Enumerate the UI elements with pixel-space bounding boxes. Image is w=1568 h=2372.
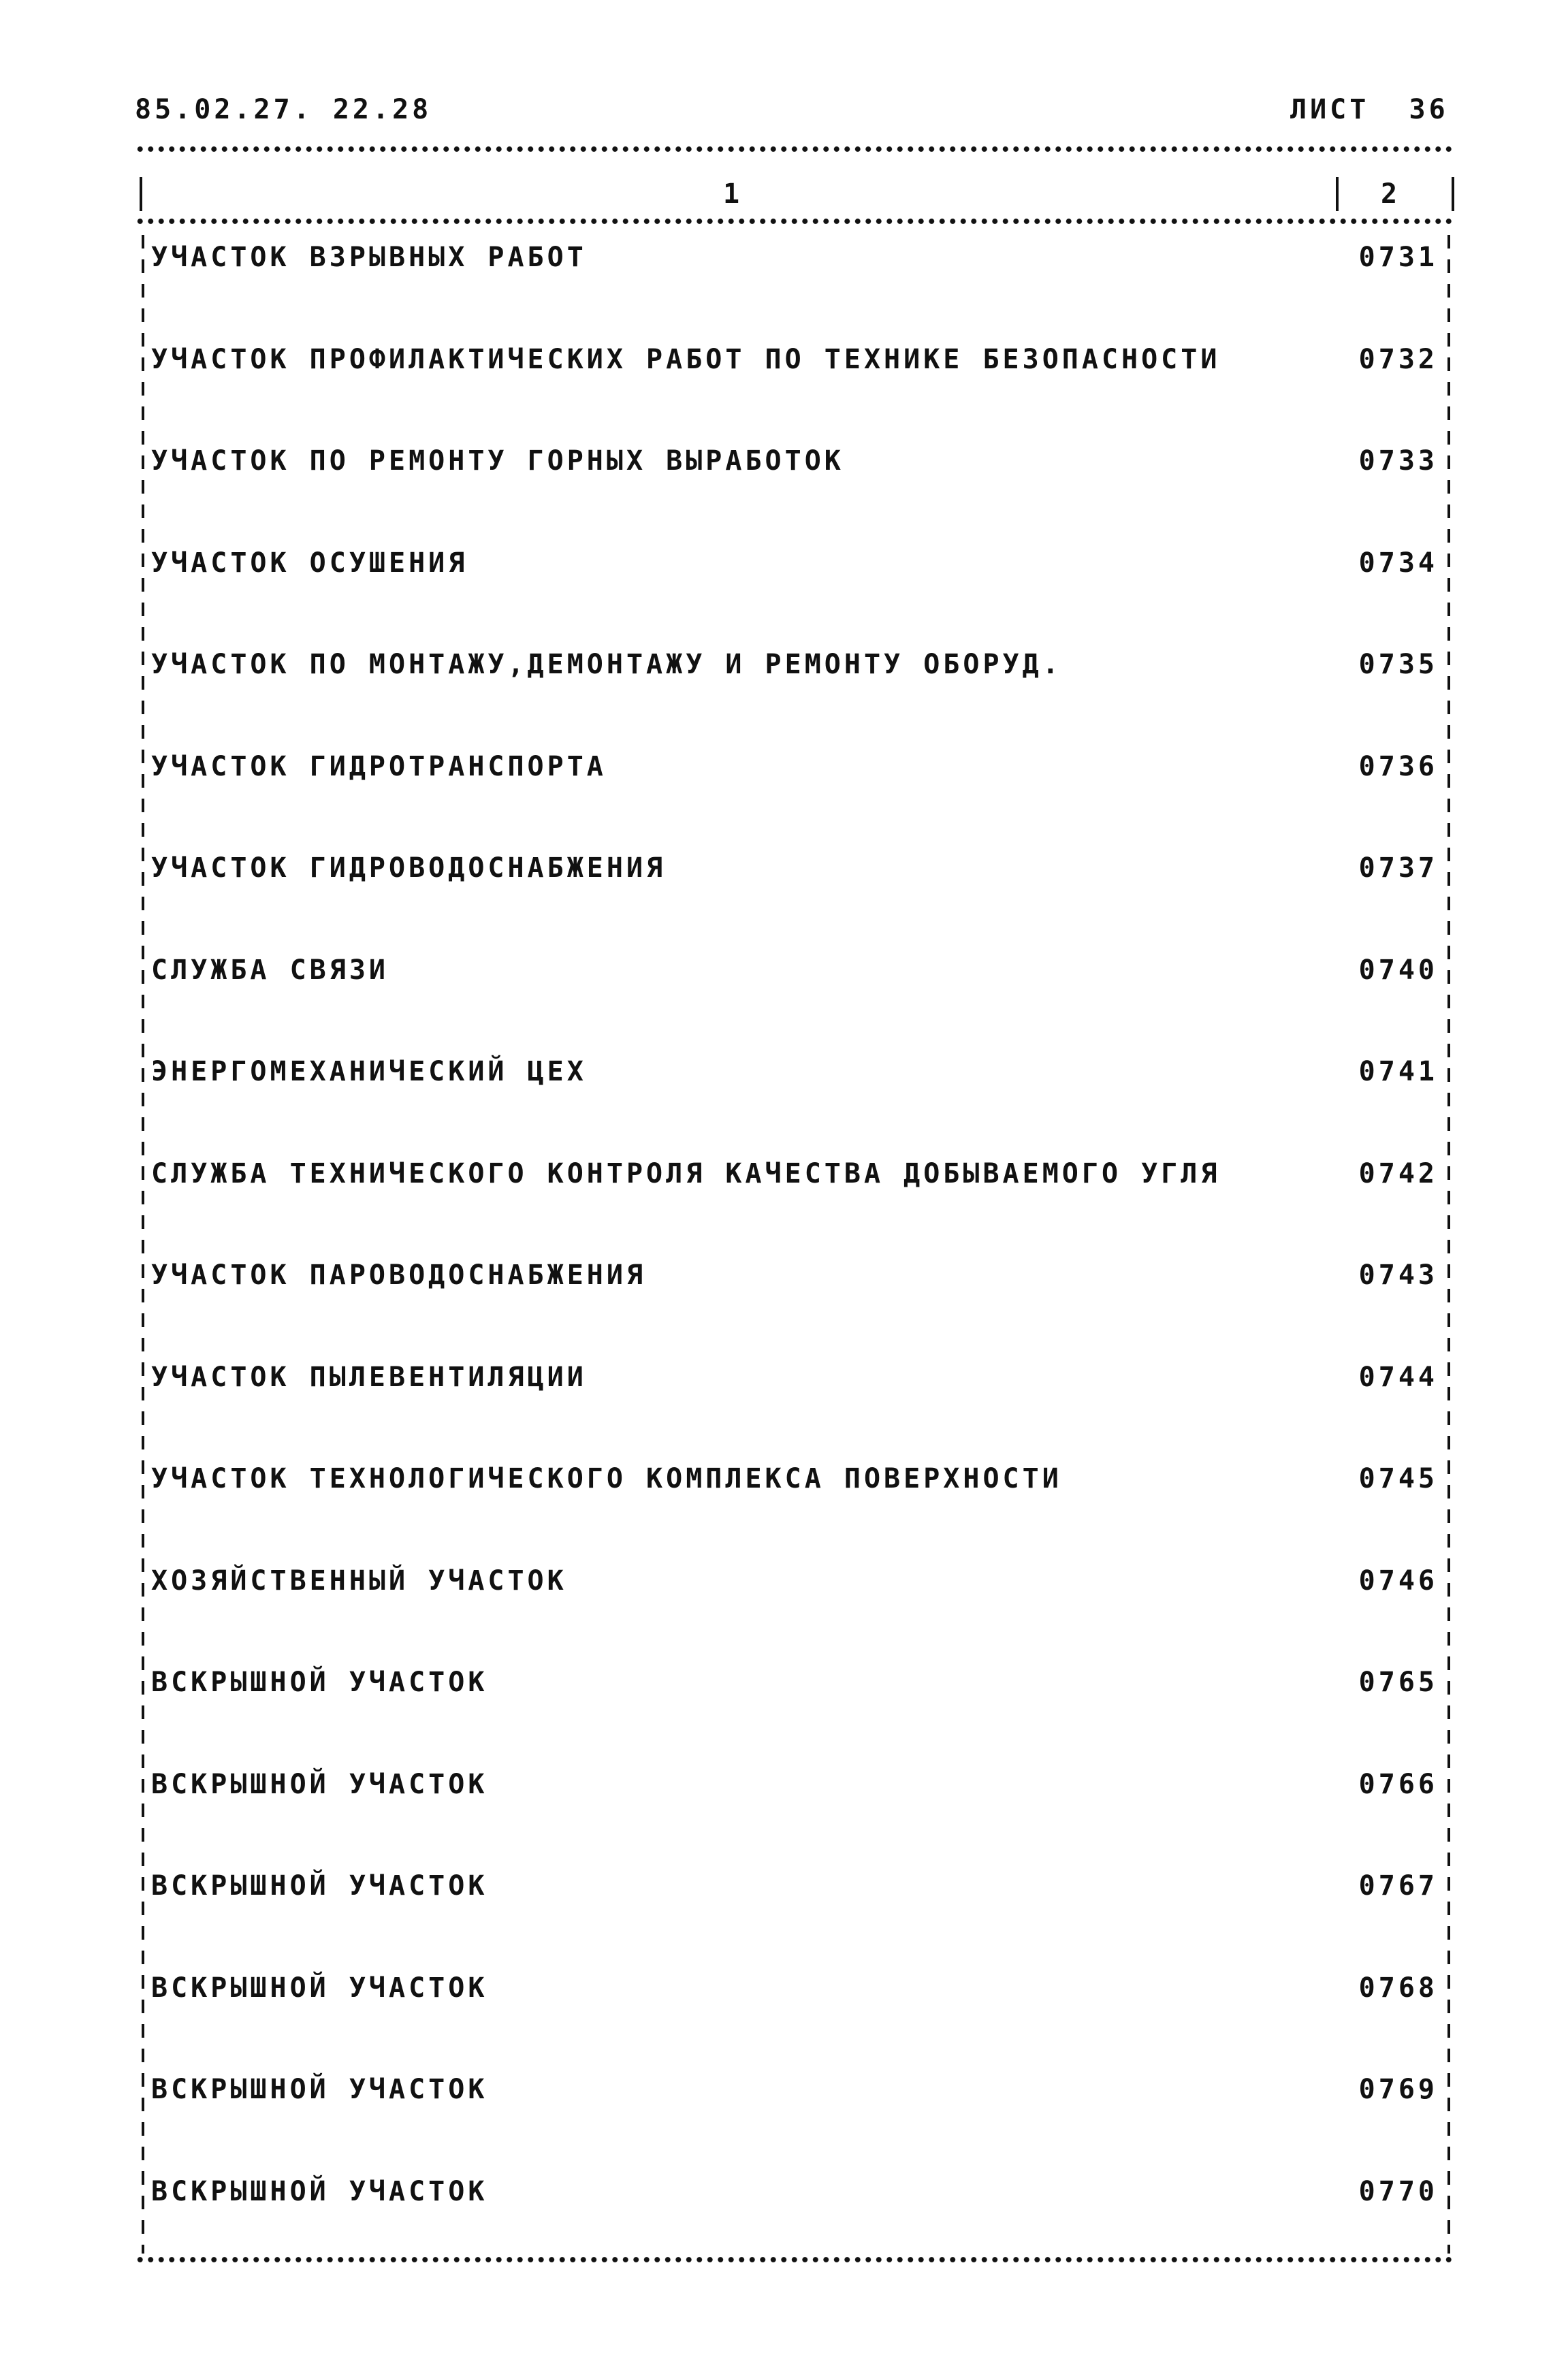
row-code: 0734 [1358,547,1438,579]
row-name: ВСКРЫШНОЙ УЧАСТОК [151,2176,488,2207]
table-row [151,1769,1438,1810]
column-header-1: 1 [723,178,743,210]
table-row [151,2074,1438,2115]
table-row [151,751,1438,792]
row-code: 0769 [1358,2074,1438,2105]
row-code: 0733 [1358,445,1438,477]
row-name: УЧАСТОК ПЫЛЕВЕНТИЛЯЦИИ [151,1362,587,1393]
table-row [151,1260,1438,1300]
asterisk-rule-top [135,144,1456,154]
asterisk-rule-header [135,217,1456,226]
row-name: ЭНЕРГОМЕХАНИЧЕСКИЙ ЦЕХ [151,1056,587,1087]
table-row [151,1362,1438,1403]
row-name: УЧАСТОК ОСУШЕНИЯ [151,547,468,579]
row-code: 0743 [1358,1260,1438,1291]
row-code: 0737 [1358,852,1438,884]
row-code: 0740 [1358,955,1438,986]
row-name: ВСКРЫШНОЙ УЧАСТОК [151,1769,488,1800]
row-code: 0732 [1358,344,1438,375]
row-code: 0742 [1358,1158,1438,1189]
column-header-2: 2 [1381,178,1401,210]
row-name: СЛУЖБА ТЕХНИЧЕСКОГО КОНТРОЛЯ КАЧЕСТВА ДОБЫВАЕМОГО УГЛЯ [151,1158,1221,1189]
row-name: УЧАСТОК ГИДРОТРАНСПОРТА [151,751,607,782]
table-row [151,344,1438,385]
table-row [151,1870,1438,1911]
row-code: 0770 [1358,2176,1438,2207]
row-name: УЧАСТОК ПРОФИЛАКТИЧЕСКИХ РАБОТ ПО ТЕХНИКЕ БЕЗОПАСНОСТИ [151,344,1221,375]
table-row [151,242,1438,283]
row-name: УЧАСТОК ВЗРЫВНЫХ РАБОТ [151,242,587,273]
table-row [151,852,1438,893]
row-name: ВСКРЫШНОЙ УЧАСТОК [151,1870,488,1902]
row-code: 0766 [1358,1769,1438,1800]
row-code: 0765 [1358,1667,1438,1698]
table-row [151,1158,1438,1199]
table-row [151,1565,1438,1606]
print-date: 85.02.27. 22.28 [135,94,432,125]
row-name: ВСКРЫШНОЙ УЧАСТОК [151,1667,488,1698]
table-row [151,1667,1438,1708]
left-border [142,235,144,2254]
table-row [151,445,1438,486]
table-row [151,547,1438,588]
row-name: ХОЗЯЙСТВЕННЫЙ УЧАСТОК [151,1565,567,1597]
right-border [1447,235,1450,2254]
table-row [151,1056,1438,1097]
table-row [151,649,1438,690]
row-code: 0768 [1358,1972,1438,2004]
table-row [151,955,1438,995]
sheet-number: ЛИСТ 36 [1290,94,1449,125]
row-name: УЧАСТОК ПО РЕМОНТУ ГОРНЫХ ВЫРАБОТОК [151,445,844,477]
row-code: 0735 [1358,649,1438,680]
row-code: 0745 [1358,1463,1438,1494]
table-row [151,1972,1438,2013]
row-name: ВСКРЫШНОЙ УЧАСТОК [151,1972,488,2004]
left-border-head [140,177,142,211]
row-code: 0741 [1358,1056,1438,1087]
right-border-head [1452,177,1454,211]
row-name: УЧАСТОК ПАРОВОДОСНАБЖЕНИЯ [151,1260,647,1291]
column-separator-head [1336,177,1339,211]
row-name: УЧАСТОК ТЕХНОЛОГИЧЕСКОГО КОМПЛЕКСА ПОВЕРХНОСТИ [151,1463,1062,1494]
row-name: ВСКРЫШНОЙ УЧАСТОК [151,2074,488,2105]
row-code: 0731 [1358,242,1438,273]
row-name: УЧАСТОК ПО МОНТАЖУ,ДЕМОНТАЖУ И РЕМОНТУ ОБОРУД. [151,649,1062,680]
table-row [151,1463,1438,1504]
row-code: 0767 [1358,1870,1438,1902]
table-row [151,2176,1438,2217]
row-name: УЧАСТОК ГИДРОВОДОСНАБЖЕНИЯ [151,852,667,884]
row-code: 0736 [1358,751,1438,782]
row-name: СЛУЖБА СВЯЗИ [151,955,389,986]
asterisk-rule-bottom [135,2255,1456,2264]
row-code: 0746 [1358,1565,1438,1597]
row-code: 0744 [1358,1362,1438,1393]
